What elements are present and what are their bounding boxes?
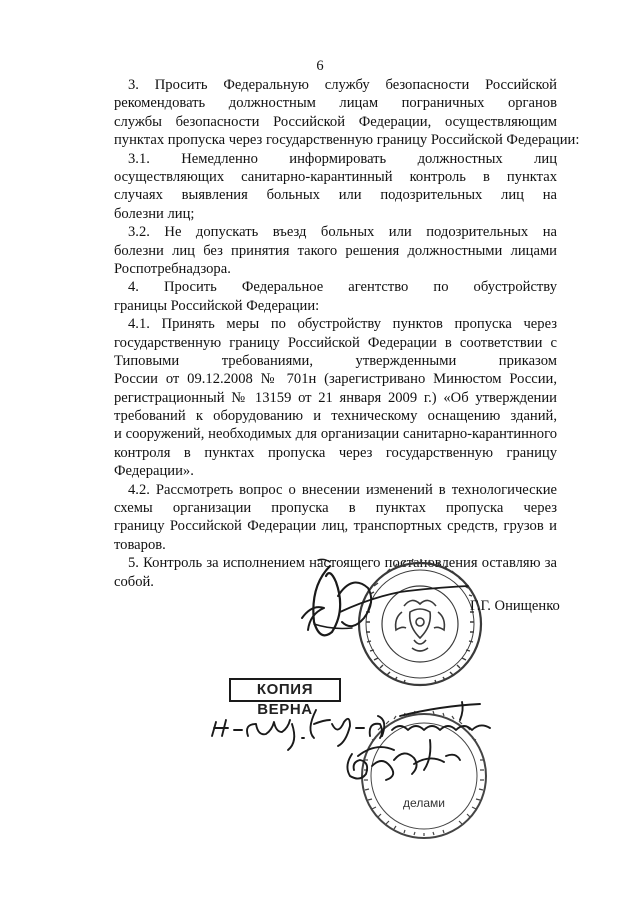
paragraph bbox=[114, 223, 557, 278]
paragraph bbox=[114, 150, 557, 224]
signer-name: Г.Г. Онищенко bbox=[470, 598, 560, 614]
paragraph bbox=[114, 554, 557, 591]
text-line: собой. bbox=[114, 573, 154, 590]
text-line: болезни лиц; bbox=[114, 205, 195, 222]
text-line: пунктах пропуска через государственную границу Российской Федерации: bbox=[114, 132, 580, 149]
handwritten-note bbox=[347, 740, 460, 780]
paragraph bbox=[114, 315, 557, 481]
page-number: 6 bbox=[316, 58, 324, 74]
text-line: рекомендовать должностным лицам пограничных органов bbox=[114, 95, 557, 112]
text-line: 5. Контроль за исполнением настоящего постановления оставляю за bbox=[128, 555, 557, 572]
handwritten-certification bbox=[212, 702, 490, 750]
text-line: Федерации». bbox=[114, 463, 194, 480]
text-line: Типовыми требованиями, утвержденными приказом bbox=[114, 352, 557, 369]
paragraph bbox=[114, 76, 580, 150]
text-line: случаях выявления больных или подозрительных лиц на bbox=[114, 187, 557, 204]
text-line: контроля в пунктах пропуска через государственную границу bbox=[114, 444, 557, 461]
text-line: 3.1. Немедленно информировать должностных лиц bbox=[128, 150, 557, 167]
text-line: России от 09.12.2008 № 701н (зарегистривано Минюстом России, bbox=[114, 371, 557, 388]
text-line: 3. Просить Федеральную службу безопасности Российской bbox=[128, 77, 557, 93]
text-line: регистрационный № 13159 от 21 января 2009 г.) «Об утверждении bbox=[114, 389, 557, 406]
text-line: границы Российской Федерации: bbox=[114, 297, 320, 314]
text-line: болезни лиц без принятия такого решения должностными лицами bbox=[114, 242, 557, 259]
paragraph bbox=[114, 278, 557, 315]
text-line: границу Российской Федерации лиц, транспортных средств, грузов и bbox=[114, 518, 557, 535]
copy-certified-stamp: КОПИЯ ВЕРНА bbox=[229, 678, 341, 702]
text-line: товаров. bbox=[114, 536, 166, 553]
text-line: Роспотребнадзора. bbox=[114, 260, 231, 277]
paragraph bbox=[114, 481, 557, 555]
text-line: 3.2. Не допускать въезд больных или подозрительных на bbox=[128, 224, 557, 241]
document-body bbox=[114, 76, 580, 591]
text-line: 4. Просить Федеральное агентство по обустройству bbox=[128, 279, 557, 296]
text-line: требований к оборудованию и техническому оснащению зданий, bbox=[114, 408, 557, 425]
text-line: 4.1. Принять меры по обустройству пунктов пропуска через bbox=[128, 316, 557, 333]
text-line: 4.2. Рассмотреть вопрос о внесении изменений в технологические bbox=[128, 481, 557, 498]
text-line: осуществляющих санитарно-карантинный контроль в пунктах bbox=[114, 168, 557, 185]
department-stamp-text: делами bbox=[403, 796, 445, 810]
text-line: государственную границу Российской Федерации в соответствии с bbox=[114, 334, 557, 351]
text-line: схемы организации пропуска в пунктах пропуска через bbox=[114, 500, 557, 517]
department-seal bbox=[362, 711, 486, 838]
text-line: и сооружений, необходимых для организации санитарно-карантинного bbox=[114, 426, 557, 443]
text-line: службы безопасности Российской Федерации, осуществляющим bbox=[114, 113, 557, 130]
